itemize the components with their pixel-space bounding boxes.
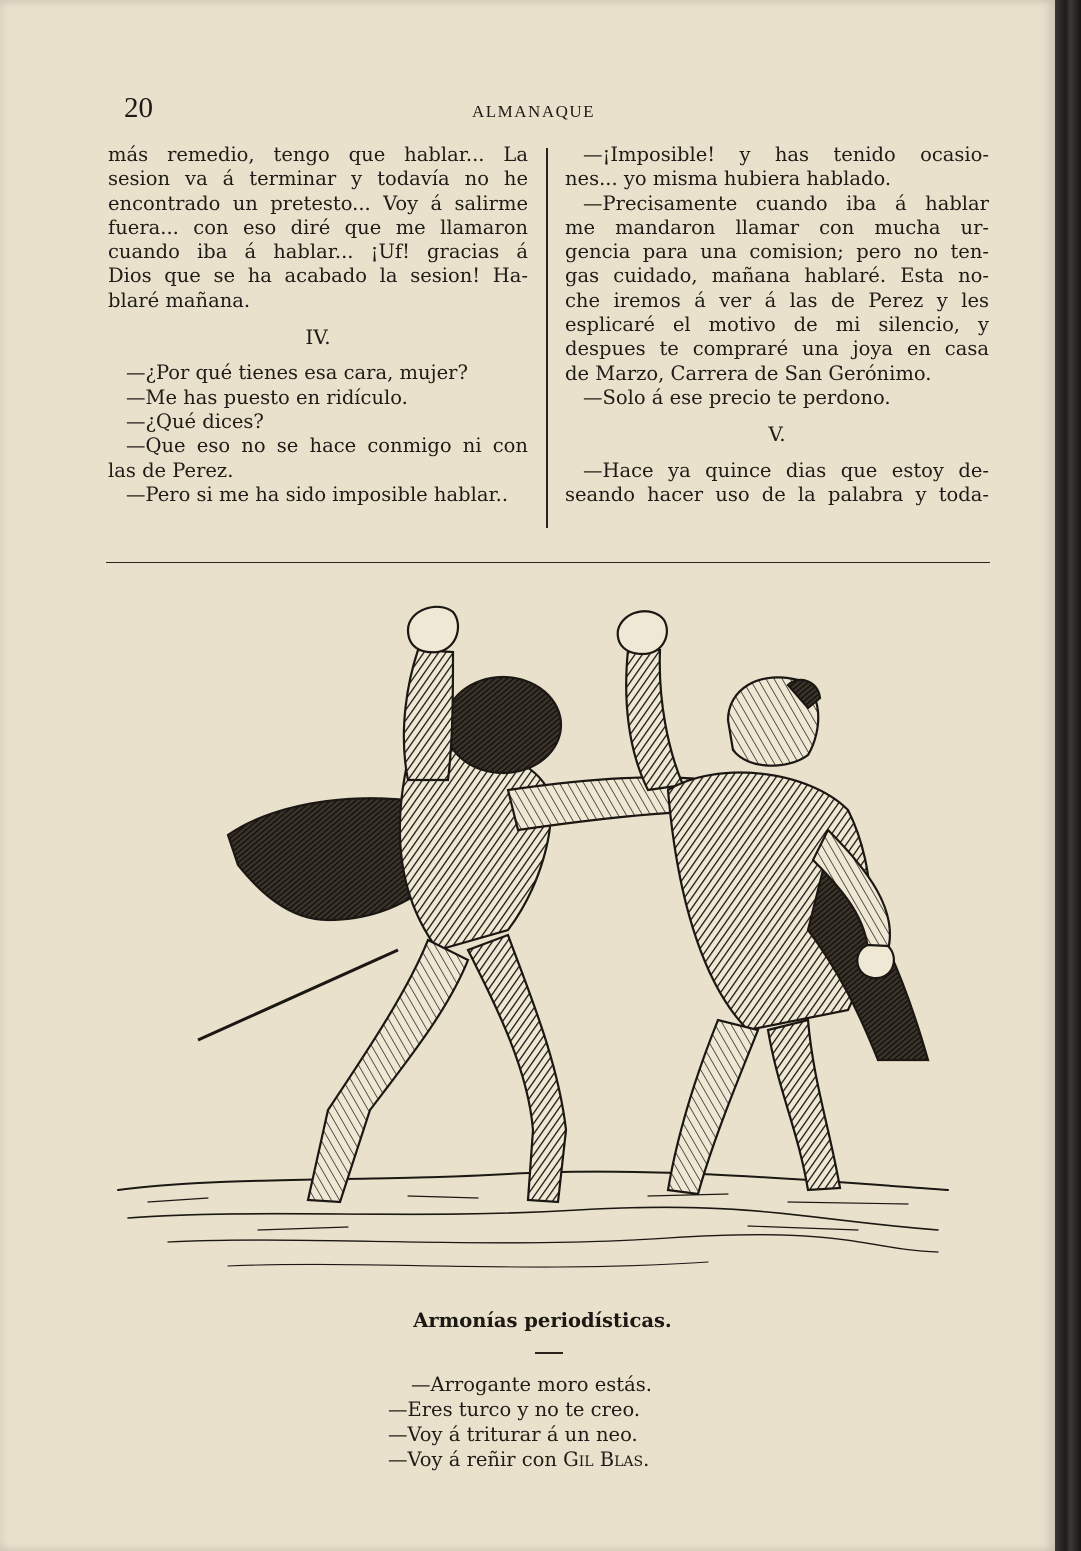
- verse-line: —Arrogante moro estás.: [411, 1373, 652, 1396]
- text-line: encontrado un pretesto... Voy á salirme: [108, 191, 528, 215]
- column-divider: [546, 148, 548, 528]
- section-heading-v: V.: [768, 422, 786, 447]
- page-number: 20: [124, 92, 153, 124]
- dialogue-line: —Me has puesto en ridículo.: [126, 385, 408, 409]
- text-line: seando hacer uso de la palabra y toda-: [565, 482, 989, 506]
- text-line: nes... yo misma hubiera hablado.: [565, 167, 892, 191]
- section-heading-iv: IV.: [305, 325, 331, 350]
- text-line: fuera... con eso diré que me llamaron: [108, 215, 528, 239]
- book-spine-edge: [1055, 0, 1081, 1551]
- text-line: despues te compraré una joya en casa: [565, 337, 989, 361]
- dialogue-line: —Que eso no se hace conmigo ni con: [126, 434, 528, 458]
- verse-line: —Eres turco y no te creo.: [388, 1398, 641, 1421]
- caption-verse: [388, 1372, 652, 1472]
- text-line: —Hace ya quince dias que estoy de-: [583, 458, 989, 482]
- text-line: más remedio, tengo que hablar... La: [108, 143, 528, 166]
- text-line: gencia para una comision; pero no ten-: [565, 240, 989, 264]
- caption-dash: [535, 1352, 563, 1354]
- dialogue-line: —Pero si me ha sido imposible hablar..: [126, 482, 509, 506]
- text-line: gas cuidado, mañana hablaré. Esta no-: [565, 264, 989, 288]
- horizontal-rule: [106, 562, 990, 563]
- text-line: blaré mañana.: [108, 288, 251, 312]
- text-line: che iremos á ver á las de Perez y les: [565, 288, 989, 312]
- engraving-two-men-fighting-icon: [108, 590, 968, 1295]
- dialogue-line: —¿Por qué tienes esa cara, mujer?: [126, 361, 468, 385]
- right-column: [565, 143, 989, 507]
- verse-prefix: —Voy á reñir con: [388, 1448, 564, 1471]
- right-figure: [618, 611, 928, 1194]
- caption-title: Armonías periodísticas.: [413, 1309, 672, 1332]
- text-line: me mandaron llamar con mucha ur-: [565, 215, 989, 239]
- text-line: —Precisamente cuando iba á hablar: [583, 191, 989, 215]
- text-line: cuando iba á hablar... ¡Uf! gracias á: [108, 240, 528, 264]
- running-head: [0, 92, 1055, 132]
- text-line: —¡Imposible! y has tenido ocasio-: [583, 143, 989, 166]
- dialogue-line: las de Perez.: [108, 458, 234, 482]
- dialogue-line: —¿Qué dices?: [126, 409, 264, 433]
- left-figure: [198, 607, 748, 1202]
- verse-line: —Voy á triturar á un neo.: [388, 1423, 638, 1446]
- text-line: —Solo á ese precio te perdono.: [583, 385, 891, 409]
- text-line: Dios que se ha acabado la sesion! Ha-: [108, 264, 528, 288]
- gil-blas-name: Gil Blas.: [563, 1448, 650, 1471]
- text-line: de Marzo, Carrera de San Gerónimo.: [565, 361, 932, 385]
- verse-line: [388, 1447, 652, 1472]
- left-column: [108, 143, 528, 507]
- text-line: sesion va á terminar y todavía no he: [108, 167, 528, 191]
- text-line: esplicaré el motivo de mi silencio, y: [565, 313, 989, 337]
- header-title: ALMANAQUE: [472, 102, 596, 121]
